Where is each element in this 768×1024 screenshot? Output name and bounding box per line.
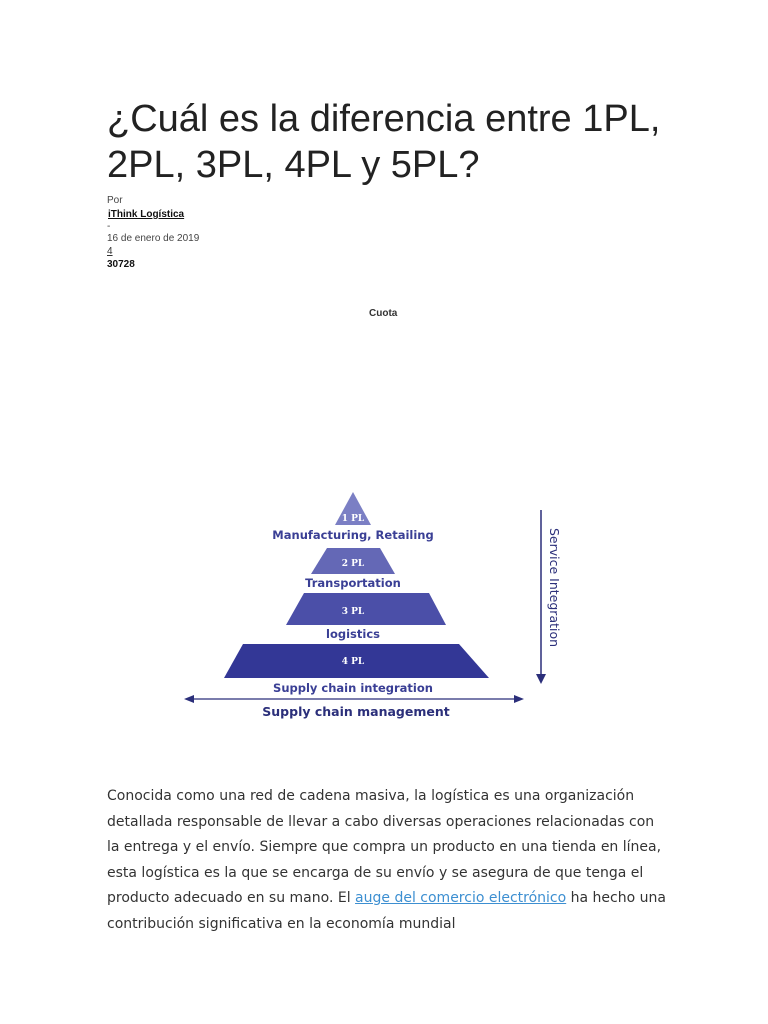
article-title: ¿Cuál es la diferencia entre 1PL, 2PL, 3PL, 4PL y 5PL?	[107, 98, 661, 186]
service-integration-arrow	[536, 510, 546, 684]
byline-prefix: Por	[107, 195, 123, 206]
pyramid-level-2-label: Transportation	[305, 576, 401, 590]
byline-separator: -	[107, 221, 111, 232]
paragraph-text-start: Conocida como una red de cadena masiva, la logística es una organización detallada responsable de llevar a cabo diversas operaciones relacionadas con la entrega y el envío. Siempre que compra un producto en una tienda en línea, esta logística es la que se encarga de su envío y se asegura de que tenga el producto adecuado en su mano. El	[107, 788, 662, 906]
logistics-pyramid-figure	[180, 488, 600, 724]
pyramid-level-3-label: logistics	[326, 627, 380, 641]
pyramid-level-3-shape	[286, 593, 446, 625]
share-button[interactable]: Cuota	[369, 308, 398, 319]
pyramid-level-2-tag: 2 PL	[341, 559, 365, 569]
logistics-pyramid-diagram	[180, 488, 600, 724]
supply-chain-double-arrow	[184, 695, 524, 703]
article-body-paragraph	[107, 784, 667, 937]
pyramid-level-4-label: Supply chain integration	[273, 681, 433, 695]
publish-date: 16 de enero de 2019	[107, 233, 200, 244]
pyramid-level-1-tag: 1 PL	[341, 514, 365, 524]
pyramid-level-3-tag: 3 PL	[341, 607, 365, 617]
ecommerce-link[interactable]: auge del comercio electrónico	[355, 890, 567, 906]
comment-count-link[interactable]: 4	[107, 246, 113, 257]
pyramid-level-1-label: Manufacturing, Retailing	[272, 528, 434, 542]
service-integration-label: Service Integration	[547, 528, 562, 648]
view-count: 30728	[107, 259, 135, 270]
author-link[interactable]: iThink Logística	[108, 209, 185, 220]
supply-chain-management-label: Supply chain management	[262, 704, 450, 719]
pyramid-level-4-tag: 4 PL	[341, 657, 365, 667]
paragraph-text-end: ha hecho una contribución significativa en la economía mundial	[107, 890, 666, 932]
